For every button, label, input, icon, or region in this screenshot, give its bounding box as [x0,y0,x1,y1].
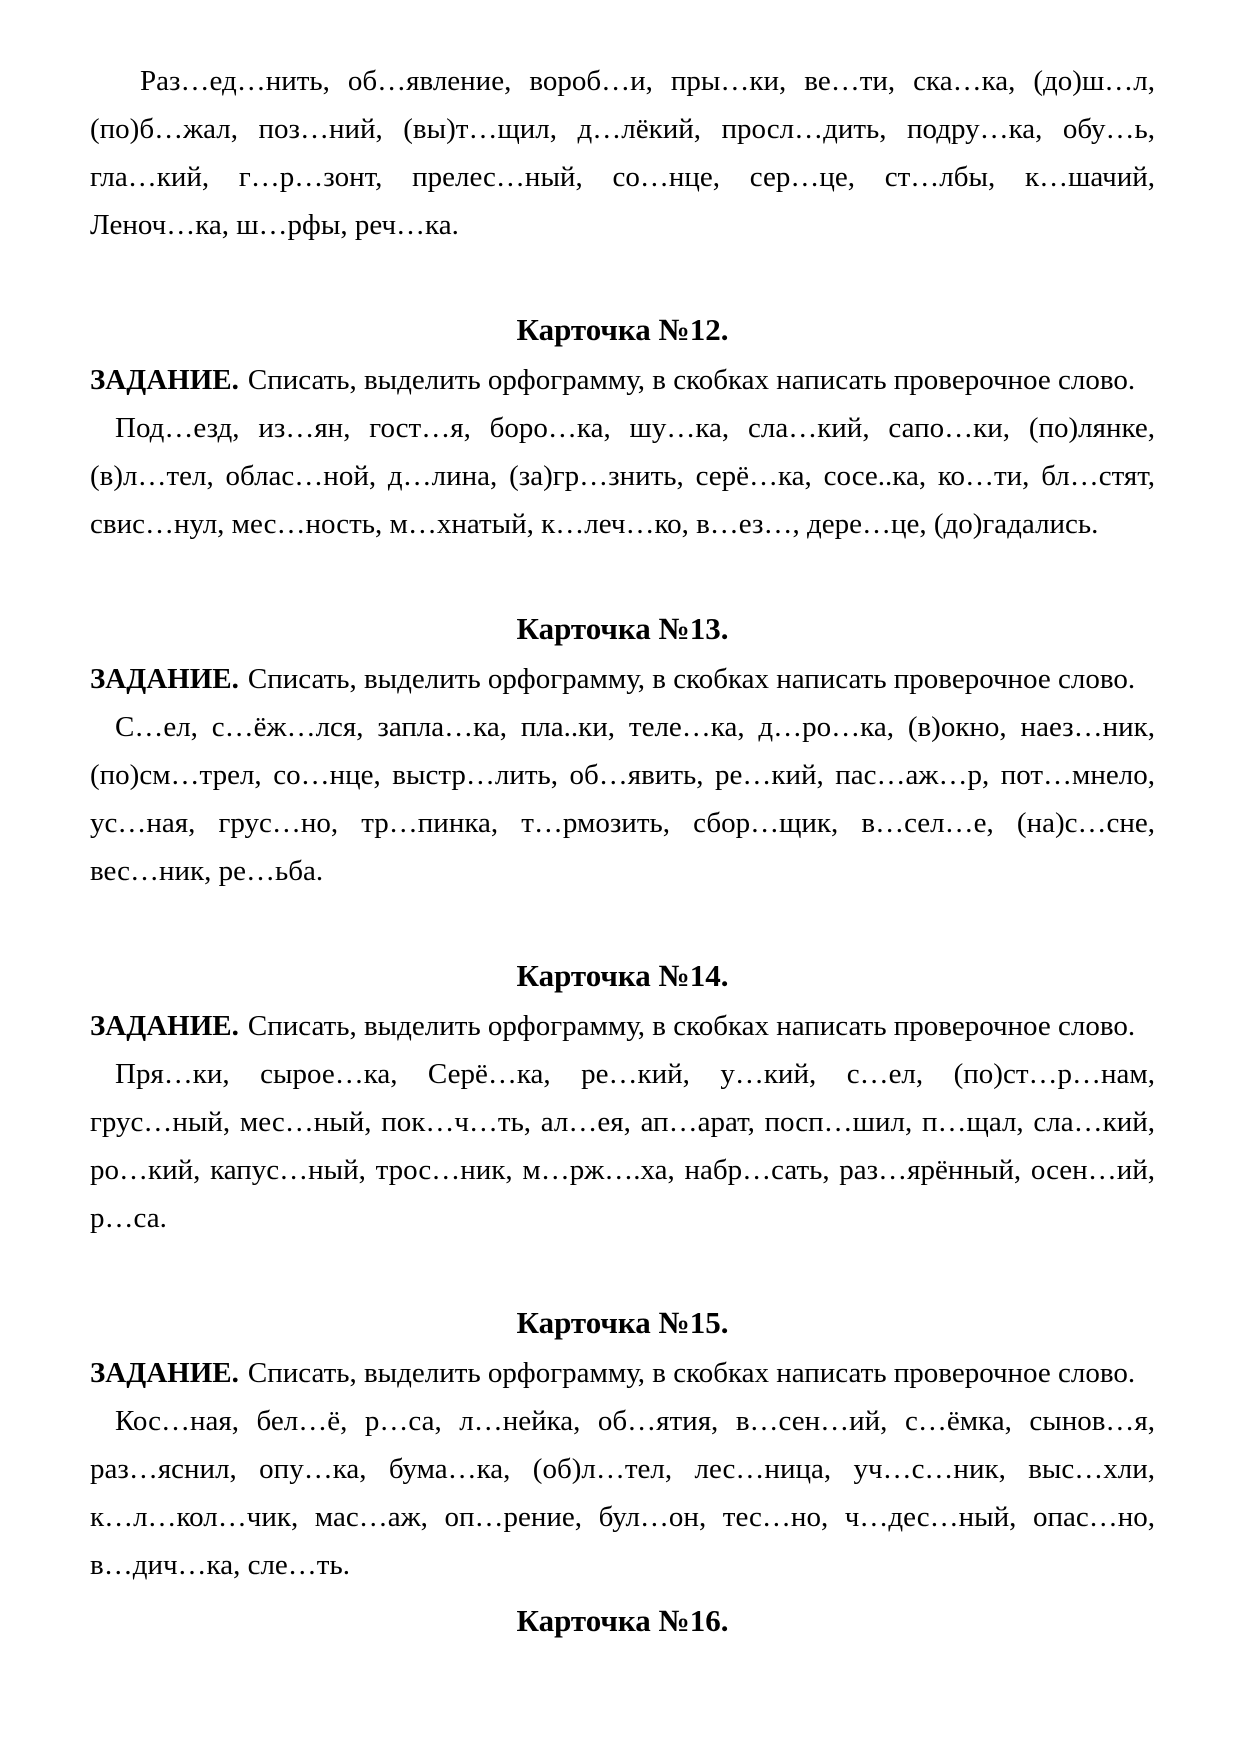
task-label: ЗАДАНИЕ. [90,1357,239,1389]
word-line: Под…езд, из…ян, гост…я, боро…ка, шу…ка, сла…кий, сапо…ки, (по)лянке, [115,412,1155,444]
task-line [90,1349,1155,1397]
word-line: ро…кий, капус…ный, трос…ник, м…рж….ха, набр…сать, раз…ярённый, осен…ий, [90,1154,1155,1186]
card-title: Карточка №14. [516,958,729,993]
word-line: вес…ник, ре…ьба. [90,855,324,887]
card-title: Карточка №16. [516,1603,729,1638]
word-line: Пря…ки, сырое…ка, Серё…ка, ре…кий, у…кий, с…ел, (по)ст…р…нам, [115,1058,1155,1090]
word-line: в…дич…ка, сле…ть. [90,1549,350,1581]
word-line: ус…ная, грус…но, тр…пинка, т…рмозить, сбор…щик, в…сел…е, (на)с…сне, [90,807,1155,839]
word-line: Кос…ная, бел…ё, р…са, л…нейка, об…ятия, в…сен…ий, с…ёмка, сынов…я, [115,1405,1155,1437]
card-15 [90,1299,1155,1589]
word-line: Раз…ед…нить, об…явление, вороб…и, пры…ки, ве…ти, ска…ка, (до)ш…л, [140,65,1155,97]
task-text: Списать, выделить орфограмму, в скобках написать проверочное слово. [247,1357,1136,1389]
word-line: раз…яснил, опу…ка, бума…ка, (об)л…тел, лес…ница, уч…с…ник, выс…хли, [90,1453,1155,1485]
card-12 [90,306,1155,548]
word-line: свис…нул, мес…ность, м…хнатый, к…леч…ко, в…ез…, дере…це, (до)гадались. [90,508,1099,540]
task-line [90,356,1155,404]
intro-word-list [90,57,1155,249]
task-text: Списать, выделить орфограмму, в скобках написать проверочное слово. [247,364,1136,396]
task-line [90,1002,1155,1050]
word-line: (по)см…трел, со…нце, выстр…лить, об…явить, ре…кий, пас…аж…р, пот…мнело, [90,759,1155,791]
word-line: р…са. [90,1202,167,1234]
task-text: Списать, выделить орфограмму, в скобках написать проверочное слово. [247,663,1136,695]
word-line: гла…кий, г…р…зонт, прелес…ный, со…нце, сер…це, ст…лбы, к…шачий, [90,161,1155,193]
task-text: Списать, выделить орфограмму, в скобках написать проверочное слово. [247,1010,1136,1042]
word-line: грус…ный, мес…ный, пок…ч…ть, ал…ея, ап…арат, посп…шил, п…щал, сла…кий, [90,1106,1155,1138]
card-13 [90,605,1155,895]
task-line [90,655,1155,703]
card-title: Карточка №12. [516,312,729,347]
card-16 [90,1597,1155,1645]
word-line: С…ел, с…ёж…лся, запла…ка, пла..ки, теле…ка, д…ро…ка, (в)окно, наез…ник, [115,711,1155,743]
card-title: Карточка №15. [516,1305,729,1340]
task-label: ЗАДАНИЕ. [90,364,239,396]
card-14 [90,952,1155,1242]
word-line: (в)л…тел, облас…ной, д…лина, (за)гр…знить, серё…ка, сосе..ка, ко…ти, бл…стят, [90,460,1155,492]
word-line: Леноч…ка, ш…рфы, реч…ка. [90,209,459,241]
task-label: ЗАДАНИЕ. [90,663,239,695]
card-title: Карточка №13. [516,611,729,646]
word-line: к…л…кол…чик, мас…аж, оп…рение, бул…он, тес…но, ч…дес…ный, опас…но, [90,1501,1155,1533]
word-line: (по)б…жал, поз…ний, (вы)т…щил, д…лёкий, просл…дить, подру…ка, обу…ь, [90,113,1155,145]
task-label: ЗАДАНИЕ. [90,1010,239,1042]
